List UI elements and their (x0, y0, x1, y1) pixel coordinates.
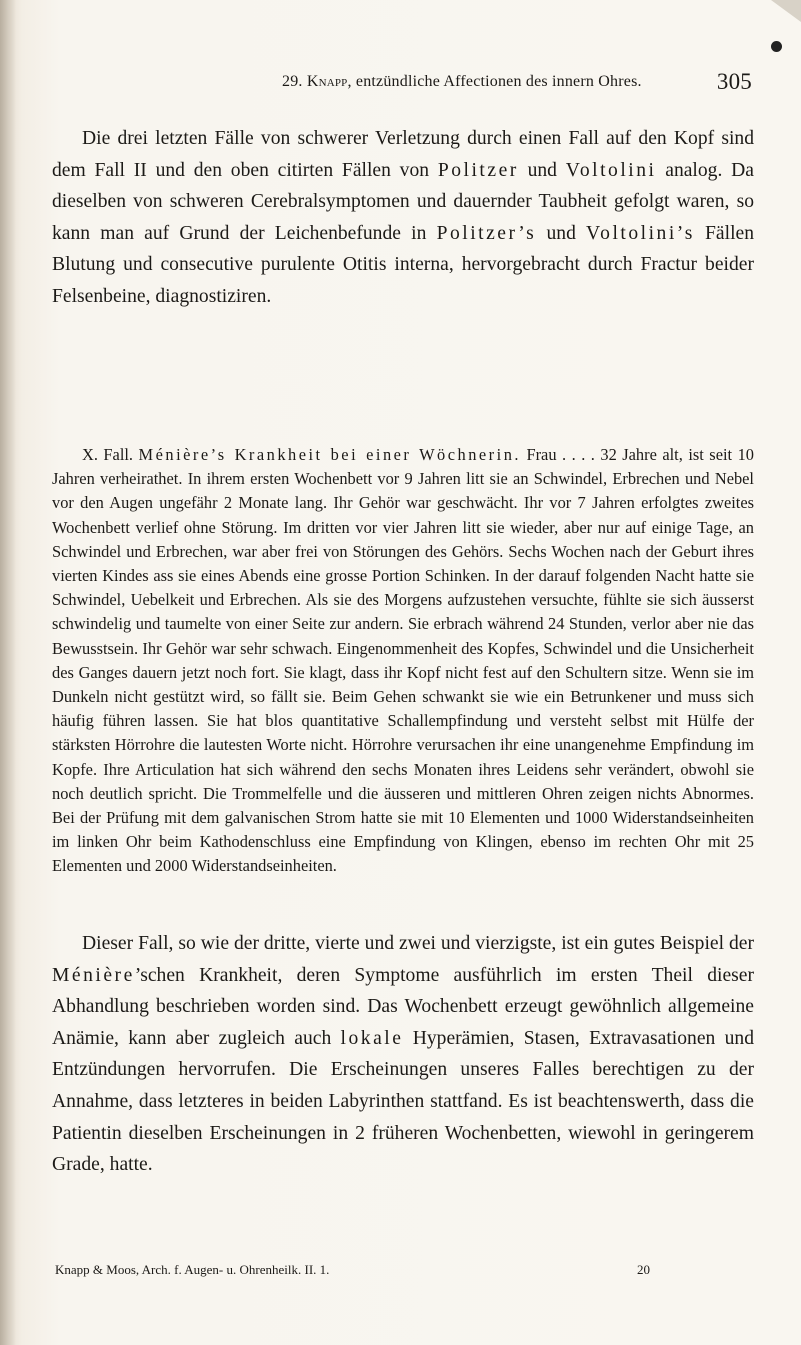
case-report (52, 443, 754, 879)
paragraph-intro (52, 123, 754, 313)
para1-text: analog. Da dieselben von schweren Cerebralsymptomen und dauernder Taubheit gefolgt waren, so kann man auf Grund der Leichenbefunde in (52, 159, 754, 244)
running-header (282, 69, 752, 109)
page-number: 305 (716, 69, 752, 94)
case-body: Frau . . . . 32 Jahre alt, ist seit 10 Jahren verheirathet. In ihrem ersten Wochenbett vor 9 Jahren litt sie an Schwindel, Erbrechen und Nebel vor den Augen ungefähr 2 Monate lang. Ihr Gehör war geschwächt. Ihr vor 7 Jahren erfolgtes zweites Wochenbett verlief ohne Störung. Im dritten vor vier Jahren litt sie wieder, aber nur auf einige Tage, an Schwindel und Erbrechen, war aber frei von Störungen des Gehörs. Sechs Wochen nach der Geburt ihres vierten Kindes ass sie eines Abends eine grosse Portion Schinken. In der darauf folgenden Nacht hatte sie Schwindel, Uebelkeit und Erbrechen. Als sie des Morgens aufzustehen versuchte, fühlte sie sich äusserst schwindelig und taumelte von einer Seite zur andern. Sie erbrach während 24 Stunden, verlor aber nie das Bewusstsein. Ihr Gehör war sehr schwach. Eingenommenheit des Kopfes, Schwindel und die Unsicherheit des Ganges dauern jetzt noch fort. Sie klagt, dass ihr Kopf nicht fest auf den Schultern sitze. Wenn sie im Dunkeln nicht gestützt wird, so fällt sie. Beim Gehen schwankt sie wie ein Betrunkener und muss sich häufig führen lassen. Sie hat blos quantitative Schallempfindung und versteht selbst mit Hülfe der stärksten Hörrohre die lautesten Worte nicht. Hörrohre verursachen ihr eine unangenehme Empfindung im Kopfe. Ihre Articulation hat sich während den sechs Monaten ihres Leidens sehr verändert, obwohl sie noch deutlich spricht. Die Trommelfelle und die äusseren und mittleren Ohren zeigen nichts Abnormes. Bei der Prüfung mit dem galvanischen Strom hatte sie mit 10 Elementen und 1000 Widerstandseinheiten im linken Ohr beim Kathodenschluss eine Empfindung von Klingen, ebenso im rechten Ohr mit 25 Elementen und 2000 Widerstandseinheiten. (52, 445, 754, 876)
header-title: entzündliche Affectionen des innern Ohres. (355, 73, 642, 90)
name-voltolini-possessive: Voltolini’s (586, 222, 695, 244)
footer-source: Knapp & Moos, Arch. f. Augen- u. Ohrenheilk. II. 1. (55, 1262, 330, 1277)
page-corner-fold (771, 0, 801, 22)
case-heading: Ménière’s Krankheit bei einer Wöchnerin. (138, 445, 521, 464)
page-footer (55, 1262, 755, 1282)
para1-text: Fällen Blutung und consecutive purulente Otitis interna, hervorgebracht durch Fractur beider Felsenbeine, diagnostiziren. (52, 222, 755, 307)
para1-text: und (518, 159, 566, 181)
case-label: X. Fall. (82, 445, 134, 464)
name-politzer: Politzer (437, 159, 519, 181)
paragraph-discussion (52, 928, 754, 1181)
para3-text: ’schen Krankheit, deren Symptome ausführlich im ersten Theil dieser Abhandlung beschrieben worden sind. Das Wochenbett erzeugt gewöhnlich allgemeine Anämie, kann aber zugleich auch (52, 964, 754, 1049)
name-voltolini: Voltolini (565, 159, 657, 181)
ink-dot-mark (771, 41, 782, 52)
chapter-number: 29. (282, 73, 303, 90)
name-meniere: Ménière (52, 964, 135, 986)
para1-text: Die drei letzten Fälle von schwerer Verletzung durch einen Fall auf den Kopf sind dem Fall II und den oben citirten Fällen von (52, 128, 754, 181)
page-gutter-shadow (0, 0, 16, 1345)
signature-mark: 20 (637, 1262, 650, 1277)
para3-text: Hyperämien, Stasen, Extravasationen und Entzündungen hervorrufen. Die Erscheinungen unseres Falles berechtigen zu der Annahme, dass letzteres in beiden Labyrinthen stattfand. Es ist beachtenswerth, dass die Patientin dieselben Erscheinungen in 2 früheren Wochenbetten, wiewohl in geringerem Grade, hatte. (52, 1027, 754, 1176)
emphasis-lokale: lokale (340, 1027, 404, 1049)
para3-text: Dieser Fall, so wie der dritte, vierte und zwei und vierzigste, ist ein gutes Beispiel der (82, 933, 754, 954)
header-author: Knapp, (306, 73, 352, 90)
name-politzer-possessive: Politzer’s (436, 222, 537, 244)
para1-text: und (536, 222, 587, 244)
